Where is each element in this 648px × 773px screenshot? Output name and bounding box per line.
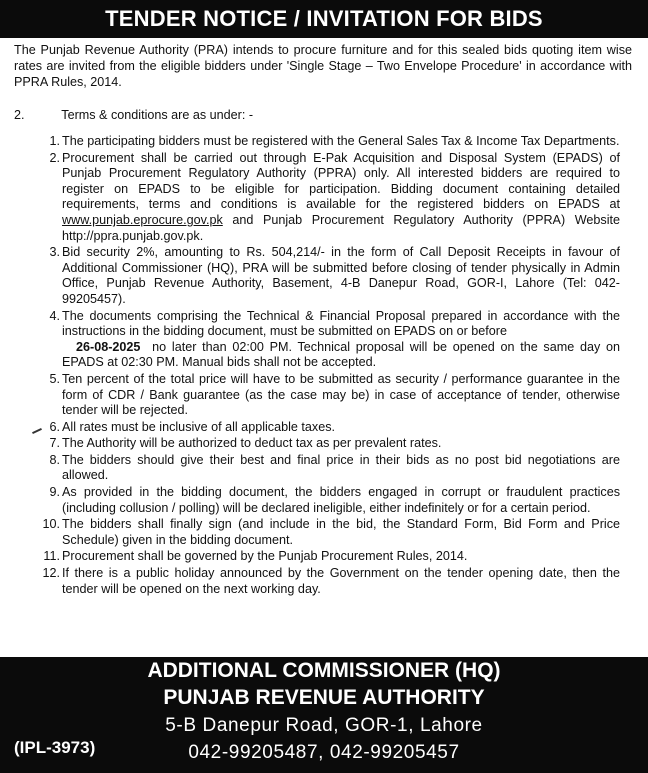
condition-number: 2.: [49, 150, 60, 165]
condition-text: Procurement shall be governed by the Punjab Procurement Rules, 2014.: [62, 549, 468, 564]
condition-item: [30, 517, 620, 548]
condition-item: [30, 245, 620, 307]
condition-item: [30, 485, 620, 516]
footer-phones: 042-99205487, 042-99205457: [188, 742, 460, 763]
condition-number: 7.: [49, 436, 60, 451]
condition-number: 6.: [49, 419, 60, 434]
condition-number: 12.: [42, 566, 60, 581]
conditions-list: [30, 134, 620, 598]
condition-text: [62, 309, 620, 371]
intro-paragraph: The Punjab Revenue Authority (PRA) intends to procure furniture and for this sealed bids quoting item wise rates are invited from the eligible bidders under 'Single Stage – Two Envelope Procedure' in accordance with PPRA Rules, 2014.: [14, 43, 632, 89]
condition-item: [30, 151, 620, 245]
condition-item: [30, 566, 620, 597]
footer-office: ADDITIONAL COMMISSIONER (HQ): [147, 659, 501, 682]
epads-link[interactable]: www.punjab.eprocure.gov.pk: [62, 212, 223, 227]
condition-text: The participating bidders must be registered with the General Sales Tax & Income Tax Departments.: [62, 134, 620, 148]
submission-date: 26-08-2025: [76, 339, 141, 354]
footer-address: 5-B Danepur Road, GOR-1, Lahore: [165, 715, 483, 736]
condition-text: The Authority will be authorized to deduct tax as per prevalent rates.: [62, 436, 442, 451]
condition-item: [30, 134, 620, 150]
terms-heading: [14, 107, 632, 123]
notice-title: TENDER NOTICE / INVITATION FOR BIDS: [105, 6, 543, 31]
condition-text: [62, 151, 620, 245]
condition-text: Ten percent of the total price will have to be submitted as security / performance guarantee in the form of CDR / Bank guarantee (as the case may be) in case of acceptance of tender, otherwise tender will be rejected.: [62, 371, 620, 418]
condition-text-part: no later than 02:00 PM. Technical proposal will be opened on the same day on EPADS at 02:30 PM. Manual bids shall not be accepted.: [62, 339, 621, 370]
condition-text-part: The documents comprising the Technical & Financial Proposal prepared in accordance with the instructions in the bidding document, must be submitted on EPADS on or before: [62, 308, 620, 339]
condition-item: [30, 372, 620, 419]
condition-number: 9.: [49, 485, 60, 500]
condition-number: 3.: [49, 245, 60, 260]
condition-item: [30, 453, 620, 484]
terms-number: 2.: [14, 108, 25, 122]
condition-number: 1.: [49, 134, 60, 148]
condition-number: 8.: [49, 452, 60, 467]
condition-item: [30, 436, 620, 452]
footer-authority: PUNJAB REVENUE AUTHORITY: [163, 686, 485, 709]
condition-text: Bid security 2%, amounting to Rs. 504,214/- in the form of Call Deposit Receipts in favour of Additional Commissioner (HQ), PRA will be submitted before closing of tender physically in Admin Office, Punjab Revenue Authority, Basement, 4-B Danepur Road, GOR-I, Lahore (Tel: 042-99205457).: [62, 245, 620, 306]
condition-number: 11.: [43, 549, 60, 564]
condition-number: 10.: [42, 517, 60, 532]
condition-text: The bidders shall finally sign (and include in the bid, the Standard Form, Bid Form and Price Schedule) given in the bidding document.: [62, 517, 620, 547]
condition-text-part: Procurement shall be carried out through E-Pak Acquisition and Disposal System (EPADS) of Punjab Procurement Regulatory Authority (PPRA) only. All interested bidders are required to register on EPADS to be eligible for participation. Bidding document containing detailed requirements, terms and conditions is available for the registered bidders on EPADS at: [62, 150, 620, 212]
ipl-reference: (IPL-3973): [14, 738, 96, 757]
condition-text: As provided in the bidding document, the bidders engaged in corrupt or fraudulent practices (including collusion / polling) will be declared ineligible, either indefinitely or for a certain period.: [62, 485, 620, 515]
condition-item: [30, 309, 620, 371]
condition-number: 4.: [49, 308, 60, 323]
terms-heading-text: Terms & conditions are as under: -: [61, 108, 254, 122]
notice-title-bar: [0, 0, 648, 38]
footer-bar: [0, 657, 648, 773]
condition-text-part: and Punjab Procurement Regulatory Authority (PPRA) Website http://ppra.punjab.gov.pk.: [62, 212, 620, 243]
condition-text: If there is a public holiday announced by the Government on the tender opening date, then the tender will be opened on the next working day.: [62, 566, 620, 596]
condition-item: [30, 420, 620, 436]
condition-text: All rates must be inclusive of all applicable taxes.: [62, 419, 335, 434]
condition-text: The bidders should give their best and final price in their bids as no post bid negotiations are allowed.: [62, 452, 620, 483]
condition-number: 5.: [49, 371, 60, 386]
condition-item: [30, 549, 620, 565]
